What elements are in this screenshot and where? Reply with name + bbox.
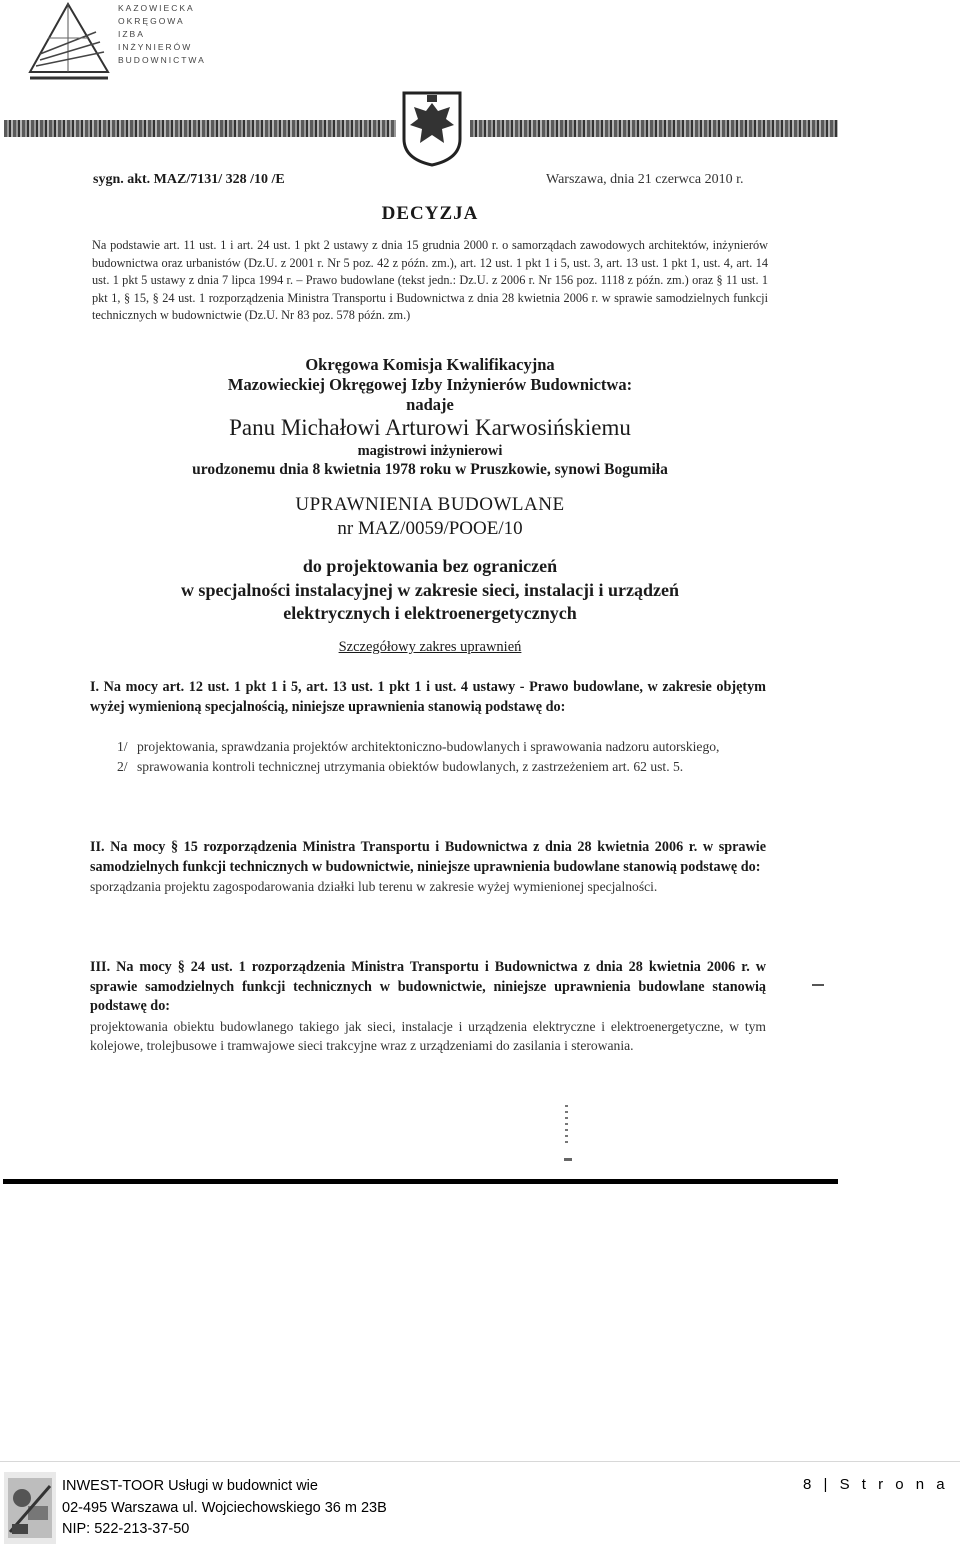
section-2-heading: II. Na mocy § 15 rozporządzenia Ministra Transportu i Budownictwa z dnia 28 kwietnia 2006 r. w sprawie samodzielnych funkcji technicznych w budownictwie, niniejsze uprawnienia budowlane stanowią podstawę do: bbox=[90, 839, 766, 875]
commission-line-1: Okręgowa Komisja Kwalifikacyjna bbox=[305, 355, 555, 374]
footer-company-name: INWEST-TOOR Usługi w budownict wie bbox=[62, 1478, 318, 1494]
permission-title: UPRAWNIENIA BUDOWLANE bbox=[295, 494, 565, 515]
case-number: sygn. akt. MAZ/7131/ 328 /10 /E bbox=[93, 172, 285, 187]
scope-line-3: elektrycznych i elektroenergetycznych bbox=[283, 603, 577, 623]
commission-line-2: Mazowieckiej Okręgowej Izby Inżynierów Budownictwa: bbox=[227, 375, 633, 394]
footer-divider bbox=[0, 1461, 960, 1462]
document-title: DECYZJA bbox=[381, 203, 479, 224]
recipient-degree: magistrowi inżynierowi bbox=[357, 443, 503, 459]
recipient-birth: urodzonemu dnia 8 kwietnia 1978 roku w Pruszkowie, synowi Bogumiła bbox=[192, 461, 668, 478]
scan-mark bbox=[565, 1105, 568, 1147]
section-1 bbox=[90, 678, 766, 717]
scan-mark bbox=[812, 984, 824, 986]
izba-logo-text: KAZOWIECKA OKRĘGOWA IZBA INŻYNIERÓW BUDOWNICTWA bbox=[118, 3, 206, 65]
header-band-right bbox=[470, 120, 838, 137]
document-date: Warszawa, dnia 21 czerwca 2010 r. bbox=[546, 172, 744, 187]
scope-line-1: do projektowania bez ograniczeń bbox=[302, 556, 558, 576]
list-item: 2/ sprawowania kontroli technicznej utrzymania obiektów budowlanych, z zastrzeżeniem art. 62 ust. 5. bbox=[117, 758, 684, 774]
permission-number: nr MAZ/0059/POOE/10 bbox=[337, 518, 523, 539]
scan-mark bbox=[564, 1158, 572, 1161]
section-3 bbox=[90, 958, 766, 1056]
page-bottom-rule bbox=[3, 1179, 838, 1184]
izba-logo-graphic bbox=[28, 2, 110, 80]
section-1-heading: I. Na mocy art. 12 ust. 1 pkt 1 i 5, art. 13 ust. 1 pkt 1 i ust. 4 ustawy - Prawo budowlane, w zakresie objętym wyżej wymienioną specjalnością, niniejsze uprawnienia stanowią podstawę do: bbox=[90, 679, 766, 715]
list-item: 1/ projektowania, sprawdzania projektów architektoniczno-budowlanych i sprawowania nadzoru autorskiego, bbox=[117, 739, 720, 754]
legal-basis: Na podstawie art. 11 ust. 1 i art. 24 ust. 1 pkt 2 ustawy z dnia 15 grudnia 2000 r. o samorządach zawodowych architektów, inżynierów budownictwa oraz urbanistów (Dz.U. z 2001 r. Nr 5 poz. 42 z późn. zm.), art. 12 ust. 1 pkt 1 i 5, ust. 3, art. 13 ust. 1 pkt 1, ust. 4, art. 14 ust. 1 pkt 5 ustawy z dnia 7 lipca 1994 r. – Prawo budowlane (tekst jedn.: Dz.U. z 2006 r. Nr 156 poz. 1118 z późn. zm.) oraz § 11 ust. 1 pkt 1, § 15, § 24 ust. 1 rozporządzenia Ministra Transportu i Budownictwa z dnia 28 kwietnia 2006 r. w sprawie samodzielnych funkcji technicznych w budownictwie (Dz.U. Nr 83 poz. 578 późn. zm.) bbox=[92, 238, 768, 323]
company-logo-icon bbox=[4, 1472, 56, 1544]
detail-heading: Szczegółowy zakres uprawnień bbox=[338, 639, 522, 655]
section-2 bbox=[90, 838, 766, 897]
grants-text: nadaje bbox=[406, 395, 454, 414]
page-number: 8 | S t r o n a bbox=[803, 1476, 949, 1493]
section-3-heading: III. Na mocy § 24 ust. 1 rozporządzenia Ministra Transportu i Budownictwa z dnia 28 kwietnia 2006 r. w sprawie samodzielnych funkcji technicznych w budownictwie, niniejsze uprawnienia budowlane stanowią podstawę do: bbox=[90, 959, 766, 1015]
scope-line-2: w specjalności instalacyjnej w zakresie sieci, instalacji i urządzeń bbox=[180, 580, 680, 600]
recipient-name: Panu Michałowi Arturowi Karwosińskiemu bbox=[229, 415, 631, 440]
section-1-items bbox=[117, 737, 757, 776]
footer-company-info bbox=[62, 1476, 387, 1541]
footer-address: 02-495 Warszawa ul. Wojciechowskiego 36 m 23B bbox=[62, 1499, 387, 1516]
header-band-left bbox=[4, 120, 396, 137]
section-2-body: sporządzania projektu zagospodarowania działki lub terenu w zakresie wyżej wymienionej specjalności. bbox=[90, 879, 658, 895]
footer-nip: NIP: 522-213-37-50 bbox=[62, 1521, 190, 1537]
eagle-emblem-icon bbox=[400, 89, 464, 167]
section-3-body: projektowania obiektu budowlanego takiego jak sieci, instalacje i urządzenia elektryczne i elektroenergetyczne, w tym kolejowe, trolejbusowe i tramwajowe sieci trakcyjne wraz z urządzeniami do zasilania i sterowania. bbox=[90, 1018, 766, 1054]
